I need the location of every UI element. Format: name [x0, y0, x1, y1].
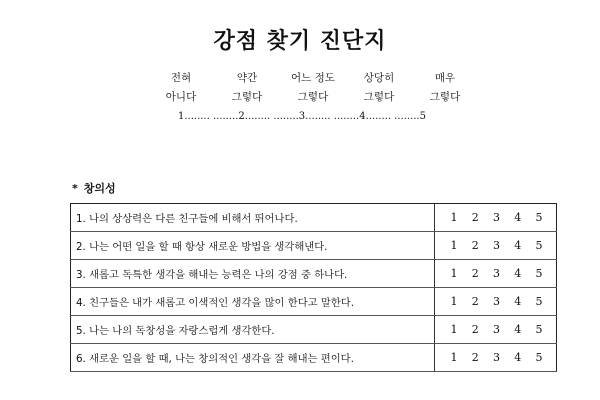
rating-option-5[interactable]: 5	[535, 267, 543, 280]
question-row	[71, 288, 557, 316]
scale-label-line2: 그렇다	[429, 91, 461, 103]
section-label: 창의성	[83, 182, 116, 195]
scale-label-line2: 아니다	[165, 91, 197, 103]
rating-option-4[interactable]: 4	[514, 323, 522, 336]
rating-option-3[interactable]: 3	[493, 211, 500, 224]
scale-label-line2: 그렇다	[231, 91, 263, 103]
question-text: 6. 새로운 일을 할 때, 나는 창의적인 생각을 잘 해내는 편이다.	[71, 344, 435, 372]
rating-option-3[interactable]: 3	[493, 323, 500, 336]
question-row	[71, 344, 557, 372]
scale-label-line2: 그렇다	[363, 91, 395, 103]
rating-option-2[interactable]: 2	[471, 267, 479, 280]
scale-number-line: 1........ ........2........ ........3........ ........4........ ........5	[178, 111, 426, 122]
rating-option-group	[447, 323, 546, 336]
scale-label-line2: 그렇다	[297, 91, 329, 103]
question-table	[70, 203, 557, 372]
rating-option-2[interactable]: 2	[471, 295, 479, 308]
rating-option-1[interactable]: 1	[450, 351, 458, 364]
rating-option-group	[447, 211, 546, 224]
rating-option-group	[447, 239, 546, 252]
rating-option-2[interactable]: 2	[471, 323, 479, 336]
question-text: 3. 새롭고 독특한 생각을 해내는 능력은 나의 강점 중 하나다.	[71, 260, 435, 288]
rating-scale-legend	[148, 69, 478, 107]
scale-item-4	[346, 69, 412, 107]
scale-label-line1: 전혀	[170, 72, 192, 84]
page-title: 강점 찾기 진단지	[213, 29, 387, 54]
rating-option-4[interactable]: 4	[514, 239, 522, 252]
question-row	[71, 232, 557, 260]
rating-options	[435, 288, 557, 316]
rating-option-1[interactable]: 1	[450, 323, 458, 336]
scale-item-3	[280, 69, 346, 107]
rating-option-4[interactable]: 4	[514, 211, 522, 224]
section-bullet: *	[72, 182, 78, 195]
rating-option-4[interactable]: 4	[514, 295, 522, 308]
rating-option-4[interactable]: 4	[514, 267, 522, 280]
rating-option-4[interactable]: 4	[514, 351, 522, 364]
scale-item-1	[148, 69, 214, 107]
rating-options	[435, 232, 557, 260]
rating-option-5[interactable]: 5	[535, 211, 543, 224]
rating-option-1[interactable]: 1	[450, 267, 458, 280]
scale-item-5	[412, 69, 478, 107]
rating-option-5[interactable]: 5	[535, 295, 543, 308]
rating-options	[435, 344, 557, 372]
rating-option-3[interactable]: 3	[493, 239, 500, 252]
question-text: 4. 친구들은 내가 새롭고 이색적인 생각을 많이 한다고 말한다.	[71, 288, 435, 316]
rating-option-5[interactable]: 5	[535, 351, 543, 364]
section-heading	[72, 180, 116, 196]
rating-option-1[interactable]: 1	[450, 295, 458, 308]
rating-option-2[interactable]: 2	[471, 351, 479, 364]
question-row	[71, 316, 557, 344]
rating-options	[435, 204, 557, 232]
question-text: 5. 나는 나의 독창성을 자랑스럽게 생각한다.	[71, 316, 435, 344]
scale-label-line1: 상당히	[363, 72, 395, 84]
rating-option-1[interactable]: 1	[450, 211, 458, 224]
question-text: 2. 나는 어떤 일을 할 때 항상 새로운 방법을 생각해낸다.	[71, 232, 435, 260]
rating-option-group	[447, 351, 546, 364]
scale-item-2	[214, 69, 280, 107]
rating-option-2[interactable]: 2	[471, 211, 479, 224]
question-row	[71, 260, 557, 288]
scale-label-line1: 매우	[434, 72, 456, 84]
rating-option-3[interactable]: 3	[493, 295, 500, 308]
question-table-body	[71, 204, 557, 372]
rating-option-3[interactable]: 3	[493, 267, 500, 280]
rating-options	[435, 260, 557, 288]
question-row	[71, 204, 557, 232]
rating-option-5[interactable]: 5	[535, 323, 543, 336]
rating-option-5[interactable]: 5	[535, 239, 543, 252]
rating-option-1[interactable]: 1	[450, 239, 458, 252]
rating-option-2[interactable]: 2	[471, 239, 479, 252]
question-text: 1. 나의 상상력은 다른 친구들에 비해서 뛰어나다.	[71, 204, 435, 232]
scale-label-line1: 약간	[236, 72, 258, 84]
rating-options	[435, 316, 557, 344]
scale-label-line1: 어느 정도	[291, 72, 335, 84]
rating-option-group	[447, 267, 546, 280]
rating-option-3[interactable]: 3	[493, 351, 500, 364]
rating-option-group	[447, 295, 546, 308]
